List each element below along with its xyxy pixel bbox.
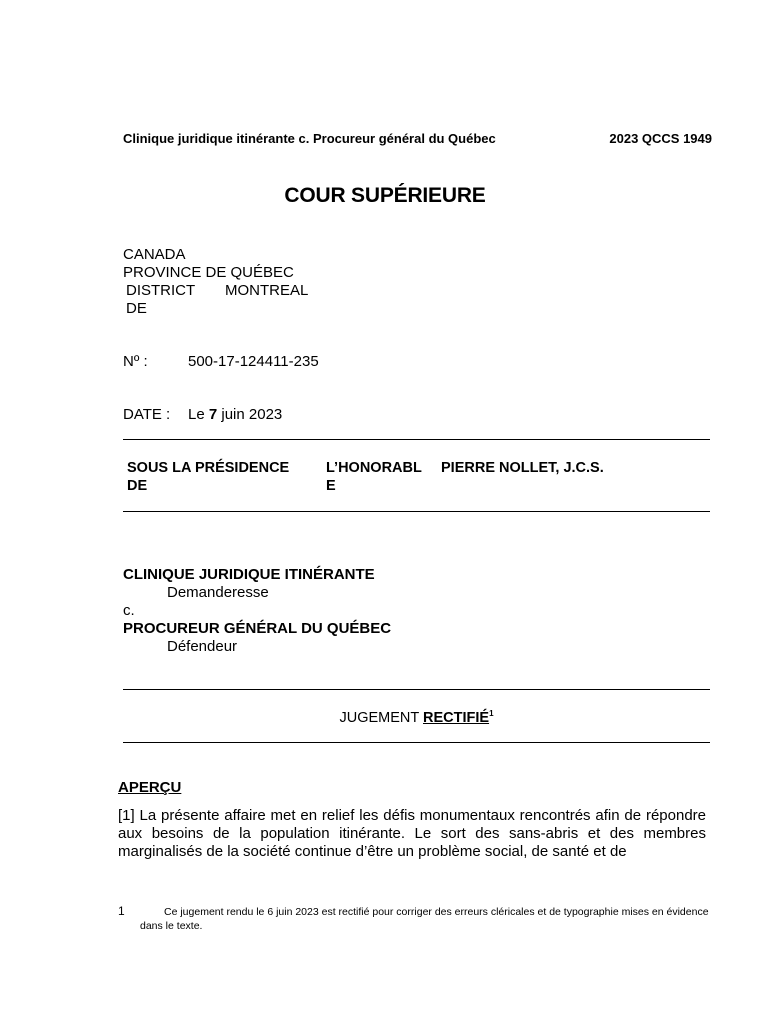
footnote-number: 1 <box>118 904 125 918</box>
district-label-line1: DISTRICT <box>126 282 196 299</box>
honorable-title-line1: L’HONORABL <box>326 460 422 476</box>
presidence-label-line1: SOUS LA PRÉSIDENCE <box>127 460 290 476</box>
honorable-title-line2: E <box>326 478 336 494</box>
parties-block <box>123 566 391 656</box>
defendant-role: Défendeur <box>167 638 238 655</box>
judge-name: PIERRE NOLLET, J.C.S. <box>441 460 604 476</box>
court-title: COUR SUPÉRIEURE <box>284 184 486 207</box>
paragraph-1: [1] La présente affaire met en relief les défis monumentaux rencontrés afin de répondre aux besoins de la population itinérante. Le sort des sans-abris et des membres marginalisés de la société continue d’être un problème social, de santé et de <box>118 807 706 860</box>
district-label-line2: DE <box>126 300 147 317</box>
citation-header: 2023 QCCS 1949 <box>609 131 712 146</box>
date-prefix: Le <box>188 406 205 423</box>
date-rest: juin 2023 <box>221 406 283 423</box>
footnote-text: Ce jugement rendu le 6 juin 2023 est rectifié pour corriger des erreurs cléricales et de typographie mises en évidence dans le texte. <box>140 906 709 932</box>
divider-rule <box>123 742 710 743</box>
plaintiff-role: Demanderesse <box>167 584 269 601</box>
province-label: PROVINCE DE QUÉBEC <box>123 264 294 281</box>
section-heading: APERÇU <box>118 779 182 796</box>
judgement-prefix: JUGEMENT <box>339 710 419 726</box>
honorable-title <box>326 459 422 495</box>
judgement-emphasis: RECTIFIÉ <box>423 710 490 726</box>
date-day: 7 <box>208 406 218 423</box>
divider-rule <box>123 439 710 440</box>
presidence-label <box>127 459 289 495</box>
presidence-label-line2: DE <box>127 478 148 494</box>
district-value: MONTREAL <box>225 282 309 299</box>
country-label: CANADA <box>123 246 186 263</box>
versus-label: c. <box>123 602 135 619</box>
case-name-header: Clinique juridique itinérante c. Procureur général du Québec <box>123 131 496 146</box>
date-label: DATE : <box>123 406 171 423</box>
judgement-title <box>123 709 710 726</box>
plaintiff-name: CLINIQUE JURIDIQUE ITINÉRANTE <box>123 566 375 583</box>
footnote-ref[interactable]: 1 <box>489 709 494 718</box>
date-value <box>188 406 282 424</box>
jurisdiction-block <box>123 246 294 282</box>
file-number-label: Nº : <box>123 353 148 370</box>
divider-rule <box>123 689 710 690</box>
defendant-name: PROCUREUR GÉNÉRAL DU QUÉBEC <box>123 620 392 637</box>
file-number-value: 500-17-124411-235 <box>188 353 319 370</box>
divider-rule <box>123 511 710 512</box>
district-label <box>126 282 195 318</box>
